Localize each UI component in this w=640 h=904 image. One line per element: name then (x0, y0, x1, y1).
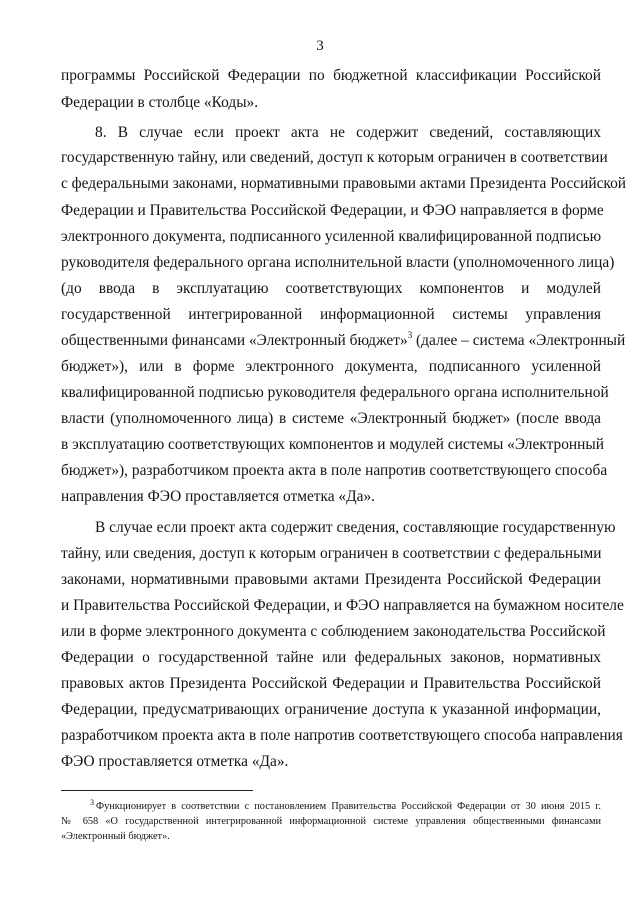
text-line: государственной интегрированной информационной системы управления (61, 306, 601, 323)
text-line: разработчиком проекта акта в поле напротив соответствующего способа направления (61, 727, 623, 744)
footnote-number: 3 (90, 798, 94, 807)
text-line: в эксплуатацию соответствующих компонентов и модулей системы «Электронный (61, 436, 604, 453)
footnote-line: № 658 «О государственной интегрированной информационной системе управления общественными финансами (61, 816, 601, 827)
text-line: с федеральными законами, нормативными правовыми актами Президента Российской (61, 175, 627, 192)
text-fragment: (далее – система «Электронный (412, 332, 626, 349)
footnote-separator (61, 790, 253, 791)
text-line: руководителя федерального органа исполнительной власти (уполномоченного лица) (61, 254, 615, 271)
text-line: Федерации о государственной тайне или федеральных законов, нормативных (61, 649, 601, 666)
text-line: бюджет»), разработчиком проекта акта в поле напротив соответствующего способа (61, 462, 608, 479)
text-line: власти (уполномоченного лица) в системе «Электронный бюджет» (после ввода (61, 410, 601, 427)
text-fragment: Функционирует в соответствии с постановлением Правительства Российской Федерации от 30 июня 2015 г. (96, 801, 601, 812)
text-line (61, 330, 626, 351)
text-line: электронного документа, подписанного усиленной квалифицированной подписью (61, 228, 602, 245)
footnote-line: «Электронный бюджет». (61, 831, 170, 842)
text-line: программы Российской Федерации по бюджетной классификации Российской (61, 67, 601, 84)
text-line: тайну, или сведения, доступ к которым ограничен в соответствии с федеральными (61, 545, 602, 562)
text-line: ФЭО проставляется отметка «Да». (61, 753, 289, 770)
text-line: направления ФЭО проставляется отметка «Да». (61, 488, 375, 505)
text-line: Федерации в столбце «Коды». (61, 94, 259, 111)
text-line: государственную тайну, или сведений, доступ к которым ограничен в соответствии (61, 149, 608, 166)
text-line: В случае если проект акта содержит сведения, составляющие государственную (95, 519, 616, 536)
text-line: Федерации и Правительства Российской Федерации, и ФЭО направляется в форме (61, 202, 604, 219)
text-line: 8. В случае если проект акта не содержит сведений, составляющих (95, 124, 601, 141)
footnote-reference[interactable]: 3 (407, 330, 413, 340)
text-line: или в форме электронного документа с соблюдением законодательства Российской (61, 623, 606, 640)
text-line: (до ввода в эксплуатацию соответствующих компонентов и модулей (61, 280, 601, 297)
text-line: и Правительства Российской Федерации, и ФЭО направляется на бумажном носителе (61, 597, 624, 614)
text-line: бюджет»), или в форме электронного документа, подписанного усиленной (61, 358, 601, 375)
text-line: квалифицированной подписью руководителя федерального органа исполнительной (61, 384, 609, 401)
text-line: законами, нормативными правовыми актами Президента Российской Федерации (61, 571, 601, 588)
page-number: 3 (316, 38, 324, 54)
text-fragment: общественными финансами «Электронный бюджет» (61, 332, 408, 349)
text-line: правовых актов Президента Российской Федерации и Правительства Российской (61, 675, 601, 692)
text-line: Федерации, предусматривающих ограничение доступа к указанной информации, (61, 701, 601, 718)
footnote-line (90, 800, 601, 814)
